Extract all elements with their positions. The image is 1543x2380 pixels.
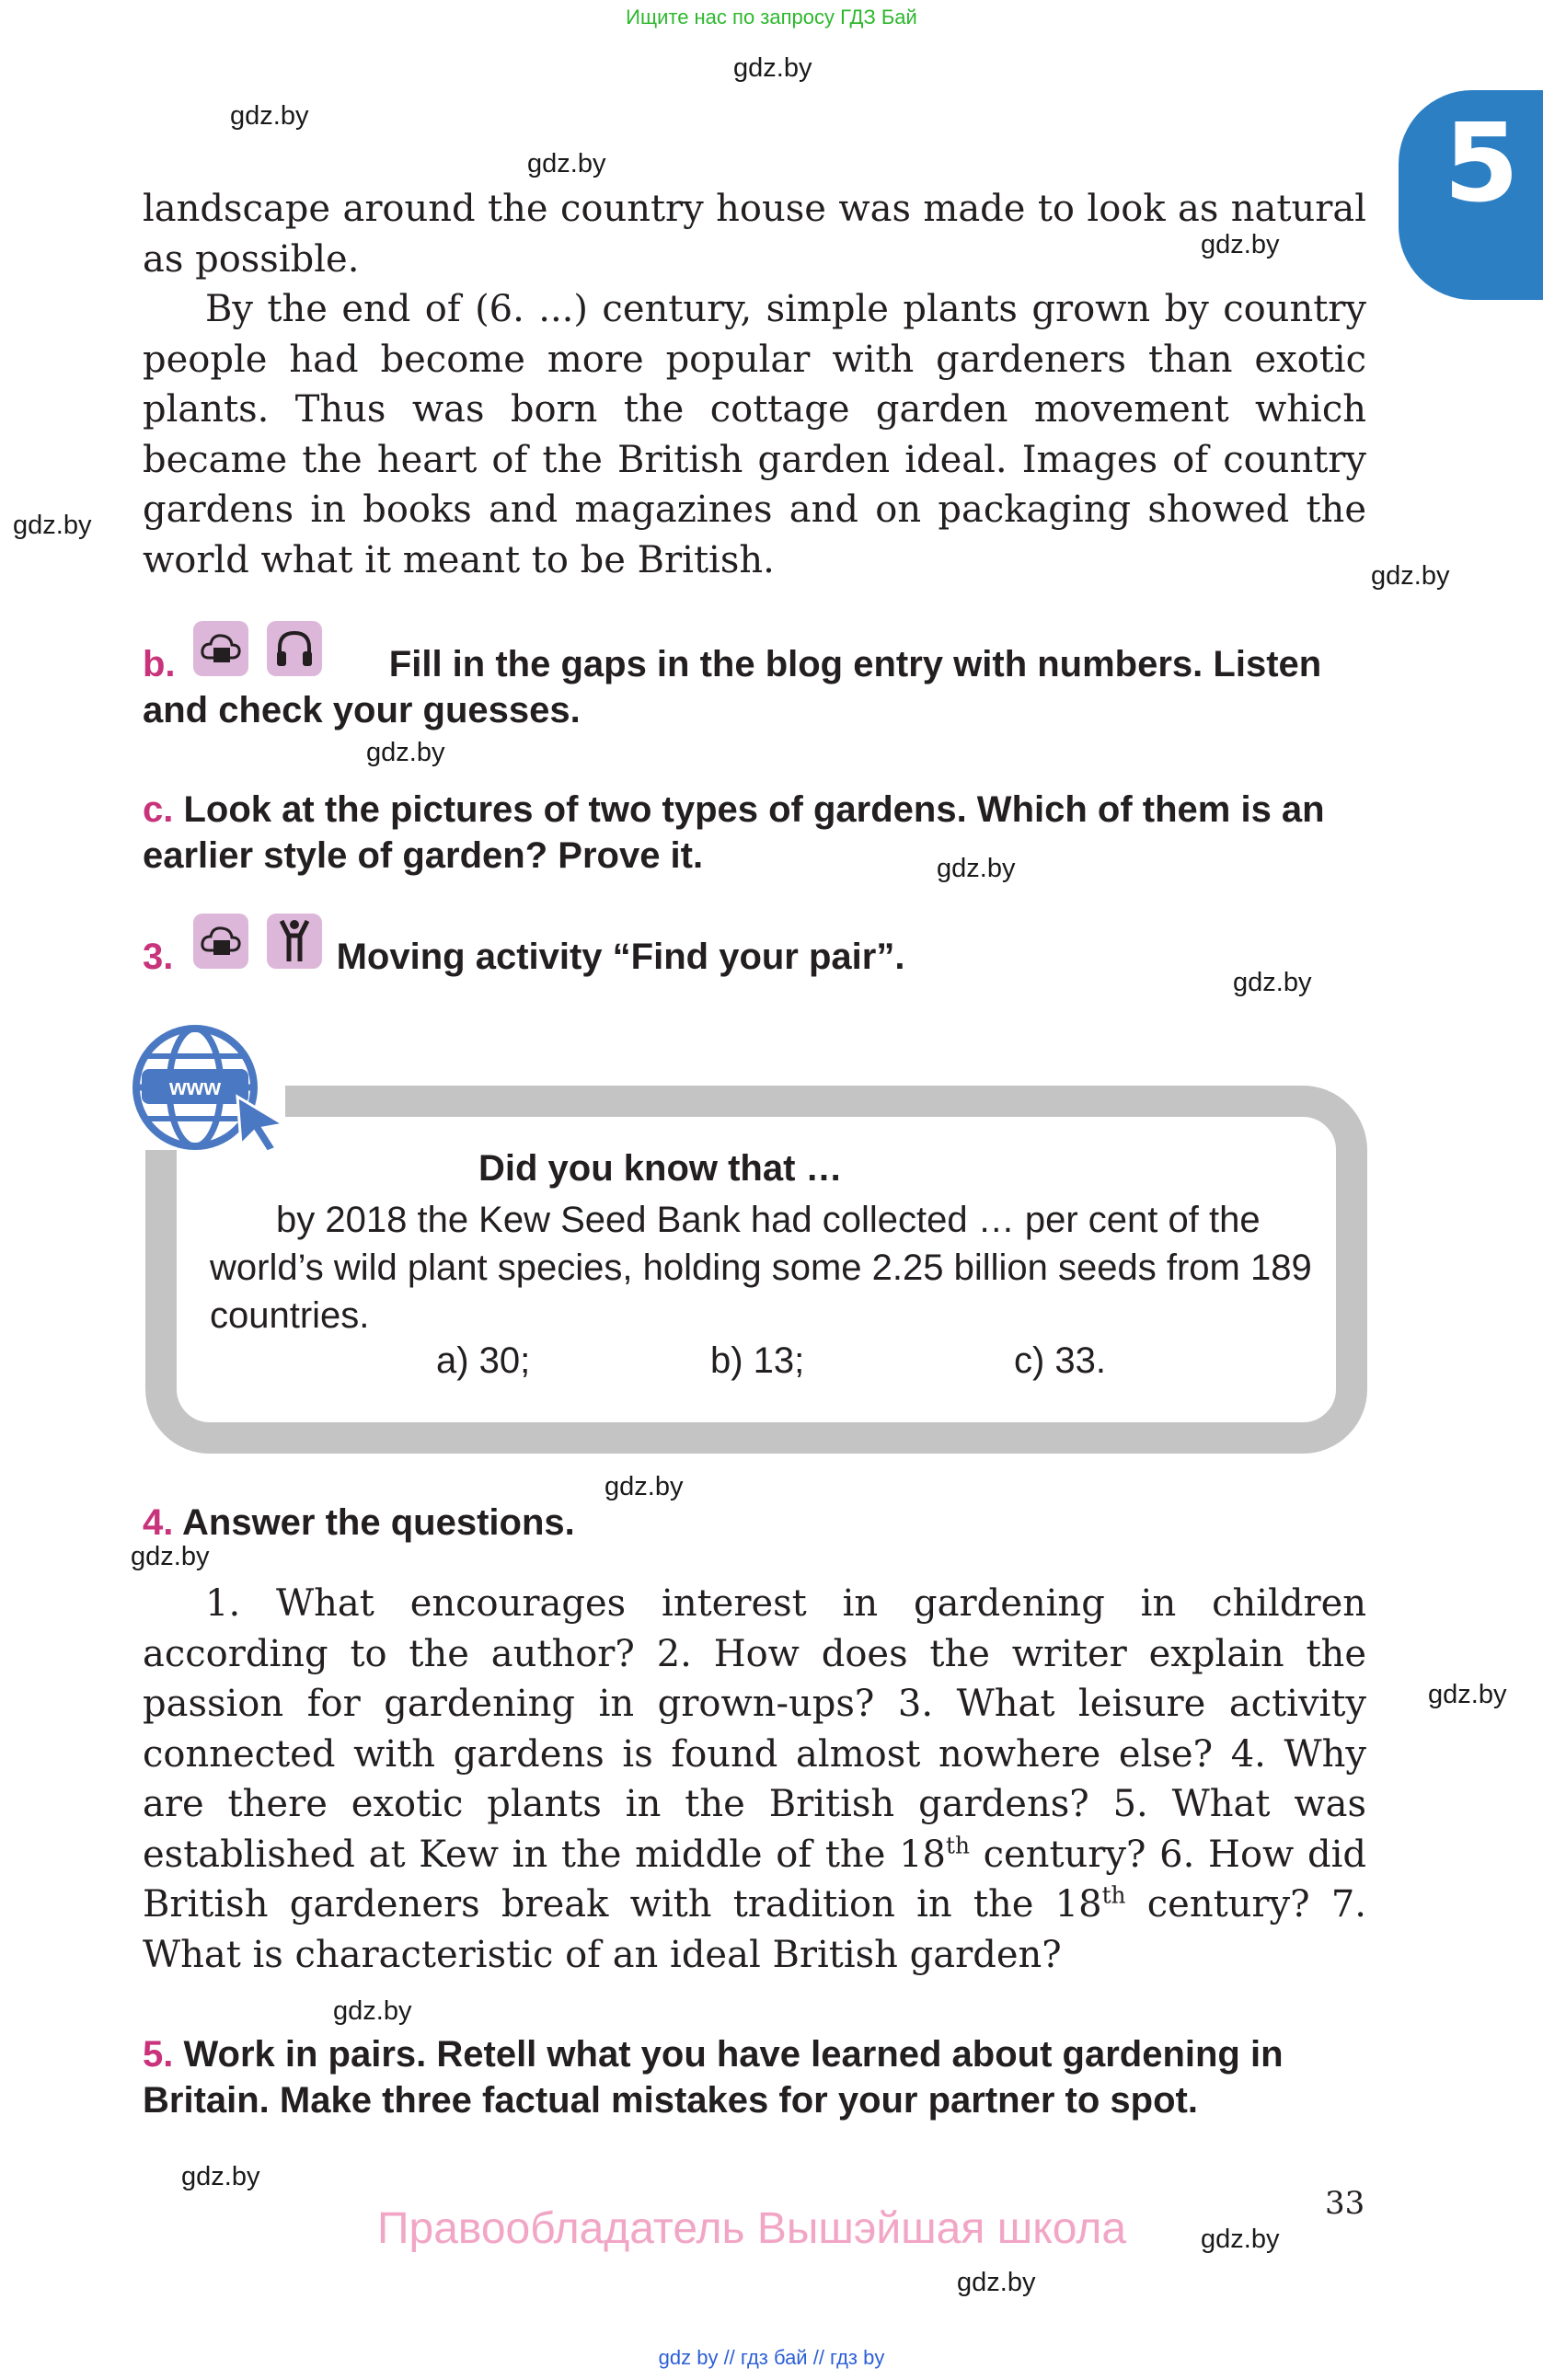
task-c-text: Look at the pictures of two types of gardens. Which of them is an earlier style of garden? Prove it. [143, 789, 1325, 876]
globe-www-icon [129, 1021, 294, 1159]
task-b-number: b. [143, 644, 176, 684]
task-3-number: 3. [143, 937, 174, 977]
task-c [143, 787, 1371, 879]
watermark: gdz.by [1201, 2225, 1280, 2254]
questions-text: century? 7. What is characteristic of an ideal British garden? [143, 1883, 1366, 1976]
questions-text: 1. What encourages interest in gardening in children according to the author? 2. How does the writer explain the passion for gardening in grown-ups? 3. What leisure activity connected with gardens is found almost nowhere else? 4. Why are there exotic plants in the British gardens? 5. What was established at Kew in the middle of the 18 [143, 1582, 1366, 1876]
watermark: gdz.by [733, 53, 812, 83]
watermark: gdz.by [13, 511, 92, 540]
task-3-text: Moving activity “Find your pair”. [336, 937, 905, 977]
watermark: gdz.by [366, 738, 445, 767]
task-5-number: 5. [143, 2034, 174, 2075]
watermark: gdz.by [181, 2162, 260, 2191]
task-b-text: Fill in the gaps in the blog entry with numbers. Listen and check your guesses. [143, 644, 1322, 730]
answer-option-a: a) 30; [436, 1340, 531, 1381]
watermark: gdz.by [1371, 561, 1450, 591]
watermark: gdz.by [131, 1542, 210, 1571]
task-3 [143, 934, 1371, 980]
page-number: 33 [1325, 2185, 1365, 2222]
copyright-owner: Правообладатель Вышэйшая школа [377, 2204, 1127, 2253]
watermark: gdz.by [605, 1472, 684, 1501]
watermark: gdz.by [527, 149, 606, 178]
task-4-questions [143, 1579, 1366, 1980]
reading-paragraph: By the end of (6. ...) century, simple plants grown by country people had become more popular with gardeners than exotic plants. Thus was born the cottage garden movement which became the heart of the British garden ideal. Images of country gardens in books and magazines and on packaging showed the world what it meant to be British. [143, 288, 1366, 581]
www-label: www [168, 1075, 222, 1100]
watermark: gdz.by [1201, 230, 1280, 259]
answer-option-b: b) 13; [710, 1340, 805, 1381]
did-you-know-text: by 2018 the Kew Seed Bank had collected … per cent of the world’s wild plant species, holding some 2.25 billion seeds from 189 countries. [210, 1200, 1312, 1336]
task-4-text: Answer the questions. [182, 1502, 575, 1543]
task-c-number: c. [143, 789, 174, 830]
top-search-note: Ищите нас по запросу ГДЗ Бай [626, 6, 917, 29]
watermark: gdz.by [1233, 968, 1312, 997]
task-4-number: 4. [143, 1502, 174, 1543]
task-b [143, 641, 1371, 733]
did-you-know-title: Did you know that … [478, 1148, 843, 1189]
unit-tab [1399, 90, 1543, 300]
watermark: gdz.by [937, 854, 1016, 883]
task-4 [143, 1500, 1371, 1546]
watermark: gdz.by [333, 1996, 412, 2026]
answer-option-c: c) 33. [1014, 1340, 1107, 1381]
reading-text [143, 184, 1366, 585]
task-5-text: Work in pairs. Retell what you have learned about gardening in Britain. Make three factual mistakes for your partner to spot. [143, 2034, 1284, 2121]
superscript-th: th [945, 1832, 970, 1859]
questions-text: century? 6. How did British gardeners break with tradition in the 18 [143, 1833, 1366, 1926]
watermark: gdz.by [230, 101, 309, 131]
footer-links: gdz by // гдз бай // гдз by [658, 2346, 885, 2369]
unit-number: 5 [1443, 99, 1520, 226]
reading-paragraph: landscape around the country house was made to look as natural as possible. [143, 188, 1366, 281]
watermark: gdz.by [957, 2268, 1036, 2297]
task-5 [143, 2031, 1371, 2123]
watermark: gdz.by [1428, 1680, 1507, 1709]
superscript-th: th [1101, 1881, 1126, 1909]
